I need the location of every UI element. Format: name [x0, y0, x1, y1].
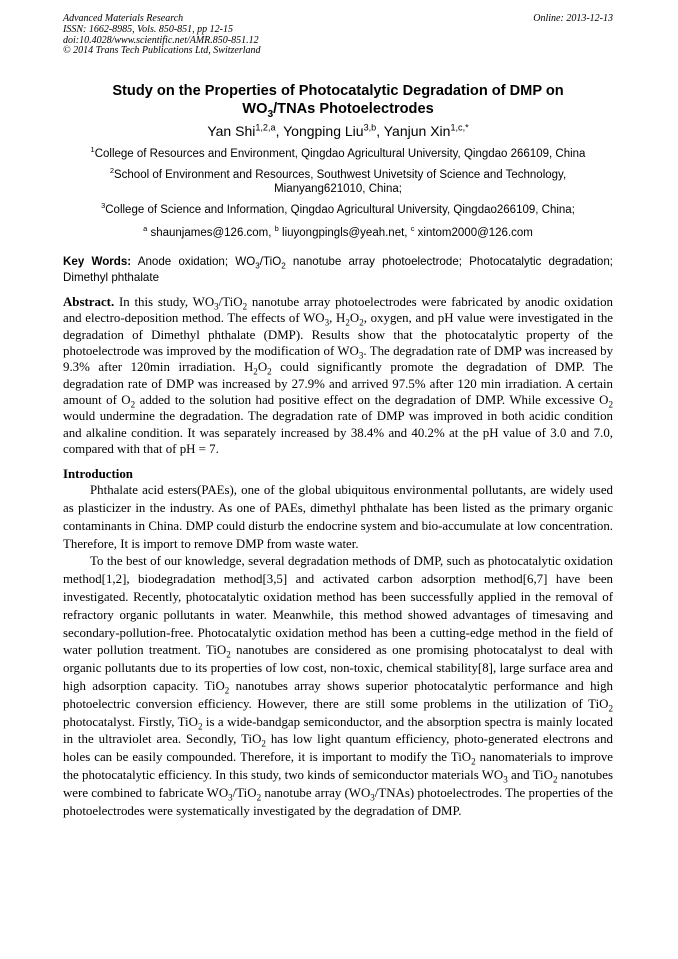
keywords-text: Anode oxidation; WO [131, 255, 256, 269]
paper-page [63, 14, 613, 820]
title-line-1: Study on the Properties of Photocatalytic Degradation of DMP on [112, 83, 564, 100]
email-mark: b [274, 224, 279, 234]
affiliation-text: College of Science and Information, Qingdao Agricultural University, Qingdao266109, China; [105, 203, 575, 216]
author-list [63, 121, 613, 141]
intro-paragraph-2 [63, 553, 613, 820]
title-subscript: 3 [267, 109, 274, 121]
email-mark: a [143, 224, 148, 234]
subscript: 2 [226, 649, 231, 660]
subscript: 3 [228, 792, 233, 803]
subscript: 2 [345, 318, 350, 329]
paragraph-text: To the best of our knowledge, several degradation methods of DMP, such as photocatalytic oxidation method[1,2], biodegradation method[3,5] and activated carbon adsorption method[6,7] have been investigated. Recently, photocatalytic oxidation method has been successfully applied in the removal of refractory organic pollutants in water. Meanwhile, this method showed advantages of timesaving and secondary-pollution-free. Photocatalytic oxidation method has been a cutting-edge method in the field of water pollution treatment. TiO [63, 554, 613, 658]
abstract-text: nanotube array photoelectrodes were fabricated by anodic oxidation and electro-deposition method. The effects of WO [63, 295, 613, 326]
email-address: liuyongpingls@yeah.net, [282, 227, 411, 240]
subscript: 3 [503, 774, 508, 785]
title-line-2 [63, 100, 613, 121]
paper-title [63, 82, 613, 121]
subscript: 3 [324, 318, 330, 329]
subscript: 2 [224, 685, 230, 696]
journal-name: Advanced Materials Research [63, 13, 184, 24]
affiliation-mark: 2 [109, 165, 114, 175]
subscript: 2 [608, 703, 613, 714]
abstract-text: O [257, 360, 268, 375]
subscript: 2 [281, 261, 286, 271]
title-text: WO [242, 101, 268, 118]
author-affil-mark: 1,c,* [450, 122, 469, 133]
subscript: 2 [552, 774, 558, 785]
email-mark: c [410, 224, 415, 234]
paragraph-text: /TiO [232, 785, 257, 800]
affiliation-1 [63, 147, 613, 162]
paragraph-text: and TiO [507, 767, 553, 782]
affiliation-text: School of Environment and Resources, Southwest Univetsity of Science and Technology, [113, 168, 567, 181]
intro-paragraph-1: Phthalate acid esters(PAEs), one of the global ubiquitous environmental pollutants, are widely used as plasticizer in the industry. As one of PAEs, dimethyl phthalate has been listed as the primary organic contaminants in China. DMP could disturb the endocrine system and bio-accumulate at low concentration. Therefore, It is import to remove DMP from waste water. [63, 483, 613, 551]
email-address: shaunjames@126.com, [150, 227, 275, 240]
subscript: 2 [261, 738, 266, 749]
author-affil-mark: 1,2,a [255, 122, 276, 133]
affiliation-2 [63, 165, 613, 197]
abstract-text: , H [329, 311, 346, 326]
paragraph-text: has low light quantum efficiency, photo-generated electrons and holes can be easily compounded. Therefore, it is important to modify the TiO [63, 732, 613, 765]
abstract-label: Abstract. [63, 295, 115, 310]
abstract-text: O [349, 311, 360, 326]
issn-line: ISSN: 1662-8985, Vols. 850-851, pp 12-15 [63, 23, 233, 35]
subscript: 2 [608, 399, 613, 410]
author-separator: , [275, 123, 284, 140]
subscript: 2 [253, 366, 258, 377]
subscript: 2 [471, 756, 476, 767]
abstract [63, 294, 613, 457]
paragraph-text: nanotubes were combined to fabricate WO [63, 767, 613, 800]
subscript: 2 [197, 721, 203, 732]
subscript: 3 [214, 301, 219, 312]
paragraph-text: nanotubes array shows superior photocatalytic performance and high photoelectric conversion efficiency. However, there are still some problems in the utilization of TiO [63, 678, 613, 711]
subscript: 2 [242, 301, 248, 312]
author-name: Yongping Liu [283, 123, 364, 140]
paragraph-text: nanotubes are considered as one promising photocatalyst to deal with organic pollutants due to its properties of low cost, non-toxic, chemical stability[8], large surface area and high adsorption capacity. TiO [63, 643, 614, 693]
keywords-text: nanotube array photoelectrode; Photocatalytic degradation; Dimethyl phthalate [63, 255, 614, 284]
subscript: 3 [358, 350, 364, 361]
subscript: 2 [267, 366, 272, 377]
doi-line: doi:10.4028/www.scientific.net/AMR.850-851.12 [63, 34, 259, 46]
abstract-text: . The degradation rate of DMP was increased by 9.3% after 120min irradiation. H [63, 344, 614, 375]
abstract-text: added to the solution had positive effect on the degradation of DMP. While excessive O [135, 392, 609, 407]
email-address: xintom2000@126.com [417, 227, 533, 240]
copyright-line: © 2014 Trans Tech Publications Ltd, Switzerland [63, 45, 261, 57]
paragraph-text: nanomaterials to improve the photocatalytic efficiency. In this study, two kinds of semiconductor materials WO [63, 750, 613, 782]
subscript: 3 [370, 792, 375, 803]
author-emails [63, 226, 613, 240]
author-separator: , [376, 123, 384, 140]
journal-header [63, 14, 613, 57]
subscript: 2 [130, 399, 136, 410]
title-text: /TNAs Photoelectrodes [273, 101, 434, 118]
keywords-label: Key Words: [63, 255, 132, 269]
affiliation-mark: 1 [90, 145, 95, 155]
abstract-text: , oxygen, and pH value were investigated in the degradation of Dimethyl phthalate (DMP). Results show that the photocatalytic property of the photoelectrode was improved by the modification of WO [63, 311, 613, 359]
keywords-text: /TiO [259, 255, 282, 269]
author-affil-mark: 3,b [363, 122, 377, 133]
affiliation-3 [63, 200, 613, 218]
subscript: 3 [255, 261, 260, 271]
paragraph-text: nanotube array (WO [261, 785, 371, 800]
section-heading-introduction: Introduction [63, 467, 133, 482]
subscript: 2 [359, 318, 364, 329]
paragraph-text: photocatalyst. Firstly, TiO [63, 714, 198, 729]
affiliation-text: Mianyang621010, China; [274, 183, 402, 196]
keywords [63, 254, 613, 285]
affiliation-text: College of Resources and Environment, Qingdao Agricultural University, Qingdao 266109, China [94, 148, 586, 161]
author-name: Yanjun Xin [383, 123, 451, 140]
paragraph-text: /TNAs) photoelectrodes. The properties of the photoelectrodes were systematically investigated by the degradation of DMP. [63, 785, 613, 818]
abstract-text: would undermine the degradation. The degradation rate of DMP was improved in both acidic condition and alkaline condition. It was separately increased by 38.4% and 40.2% at the pH value of 3.0 and 7.0, compared with that of pH = 7. [63, 409, 613, 456]
abstract-text: could significantly promote the degradation of DMP. The degradation rate of DMP was increased by 27.9% and arrived 97.5% after 120 min irradiation. A certain amount of O [63, 360, 613, 407]
paragraph-text: is a wide-bandgap semiconductor, and the absorption spectra is mainly located in the ultraviolet area. Secondly, TiO [63, 714, 613, 747]
online-date: Online: 2013-12-13 [533, 13, 613, 24]
abstract-text: /TiO [218, 295, 243, 310]
abstract-text: In this study, WO [114, 295, 215, 310]
affiliation-mark: 3 [101, 200, 106, 210]
author-name: Yan Shi [207, 123, 256, 140]
subscript: 2 [256, 792, 262, 803]
